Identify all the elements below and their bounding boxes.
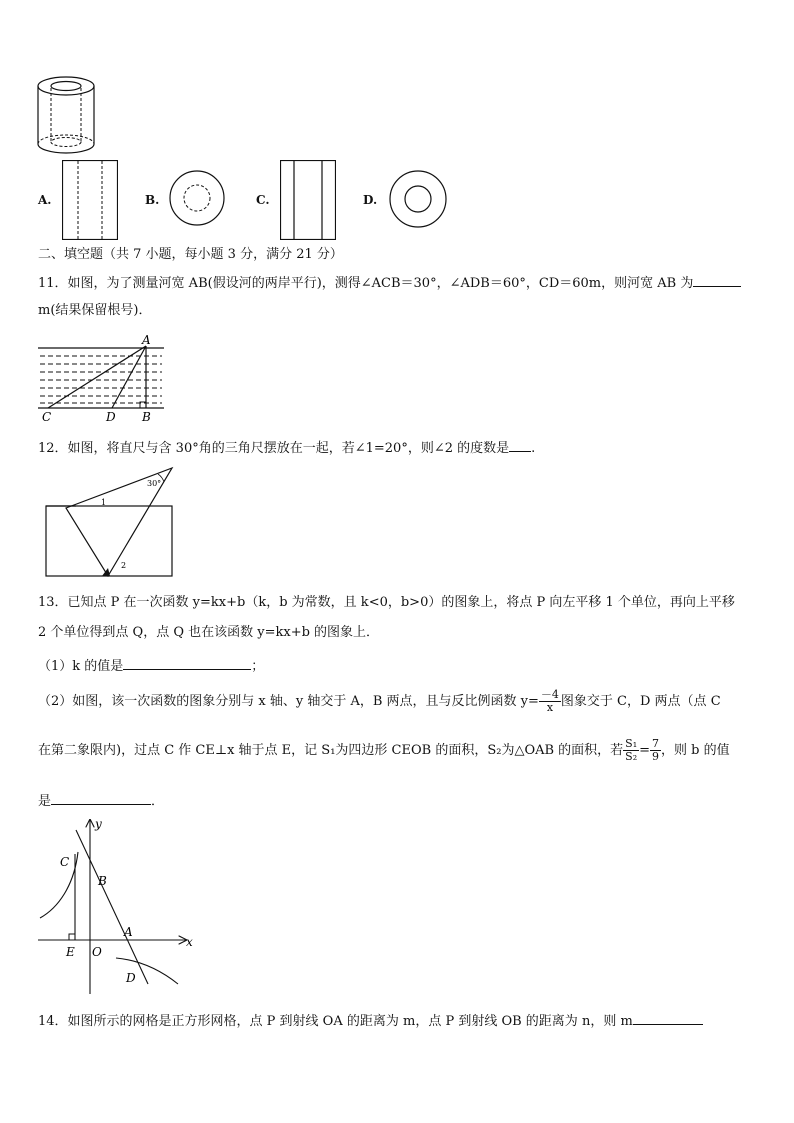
q12-text (38, 437, 535, 458)
ruler-triangle-figure (40, 464, 178, 580)
q13-part2-tail: 图象交于 C，D 两点（点 C (560, 694, 721, 709)
q13-label-o: O (92, 945, 102, 959)
q11-text-line1 (38, 272, 741, 293)
q13-text-line2: 2 个单位得到点 Q，点 Q 也在该函数 y=kx+b 的图象上． (38, 625, 380, 640)
q14-text (38, 1010, 703, 1031)
q13-line6-stem: 是 (38, 794, 52, 809)
q13-part2-blank[interactable] (51, 790, 151, 805)
q11-label-a: A (142, 334, 151, 347)
q13-label-x: x (186, 935, 193, 949)
option-b-figure (166, 166, 228, 230)
q11-label-b: B (142, 410, 151, 424)
q14-stem: 14．如图所示的网格是正方形网格，点 P 到射线 OA 的距离为 m，点 P 到射线 OB 的距离为 n，则 m (38, 1014, 633, 1029)
river-figure (34, 334, 170, 426)
q13-part1-end: ； (251, 659, 265, 674)
q13-line6-end: ． (151, 794, 165, 809)
option-b-label: B. (145, 193, 160, 207)
section-heading: 二、填空题（共 7 小题，每小题 3 分，满分 21 分） (38, 247, 343, 262)
q13-label-b: B (98, 874, 107, 888)
option-c-figure (280, 160, 336, 240)
option-d-label: D. (363, 193, 378, 207)
function-graph-figure (34, 816, 200, 998)
ratio-numerator: S₁ (625, 737, 638, 750)
q12-label-1: 1 (101, 498, 107, 507)
hollow-cylinder-figure (34, 72, 98, 162)
fraction-denominator: x (546, 701, 554, 714)
q13-text-line1: 13．已知点 P 在一次函数 y=kx+b（k，b 为常数，且 k<0，b>0）的图象上，将点 P 向左平移 1 个单位，再向上平移 (38, 595, 735, 610)
option-d-figure (386, 166, 450, 232)
q13-label-c: C (60, 855, 70, 869)
ratio-equals: = (639, 743, 651, 758)
q13-line5-tail: ，则 b 的值 (661, 743, 730, 758)
q12-stem: 12．如图，将直尺与含 30°角的三角尺摆放在一起，若∠1=20°，则∠2 的度数是 (38, 441, 510, 456)
q13-label-a: A (124, 925, 133, 939)
q11-stem: 11．如图，为了测量河宽 AB(假设河的两岸平行)，测得∠ACB＝30°，∠ADB＝60°，CD＝60m，则河宽 AB 为 (38, 276, 694, 291)
q14-answer-blank[interactable] (633, 1010, 703, 1025)
value-numerator: 7 (652, 737, 660, 750)
q13-line5 (38, 738, 730, 764)
option-a-label: A. (38, 193, 52, 207)
q13-part2-line (38, 689, 721, 714)
q13-label-d: D (126, 971, 136, 985)
q11-answer-blank[interactable] (693, 272, 741, 287)
q11-label-d: D (106, 410, 116, 424)
q13-part1-stem: （1）k 的值是 (38, 659, 124, 674)
q13-label-y: y (95, 817, 102, 831)
q13-line6 (38, 790, 164, 811)
q13-part2-stem: （2）如图，该一次函数的图象分别与 x 轴、y 轴交于 A，B 两点，且与反比例函数 y= (38, 694, 539, 709)
q12-label-2: 2 (121, 561, 127, 570)
q11-text-line2: m(结果保留根号)． (38, 303, 152, 318)
q13-part1-blank[interactable] (123, 655, 251, 670)
q13-line5-stem: 在第二象限内)，过点 C 作 CE⊥x 轴于点 E，记 S₁为四边形 CEOB 的面积，S₂为△OAB 的面积，若 (38, 743, 624, 758)
value-fraction (650, 738, 661, 763)
option-c-label: C. (256, 193, 270, 207)
q12-answer-blank[interactable] (509, 437, 531, 452)
q12-label-30: 30° (147, 479, 162, 488)
option-a-figure (62, 160, 118, 240)
q11-label-c: C (42, 410, 52, 424)
inverse-function-fraction (539, 689, 561, 714)
value-denominator: 9 (652, 750, 660, 763)
q13-label-e: E (66, 945, 75, 959)
fraction-numerator: －4 (540, 688, 559, 701)
q12-end: . (531, 441, 536, 456)
ratio-denominator: S₂ (625, 750, 638, 763)
area-ratio-fraction (623, 738, 639, 763)
q13-part1 (38, 655, 264, 676)
